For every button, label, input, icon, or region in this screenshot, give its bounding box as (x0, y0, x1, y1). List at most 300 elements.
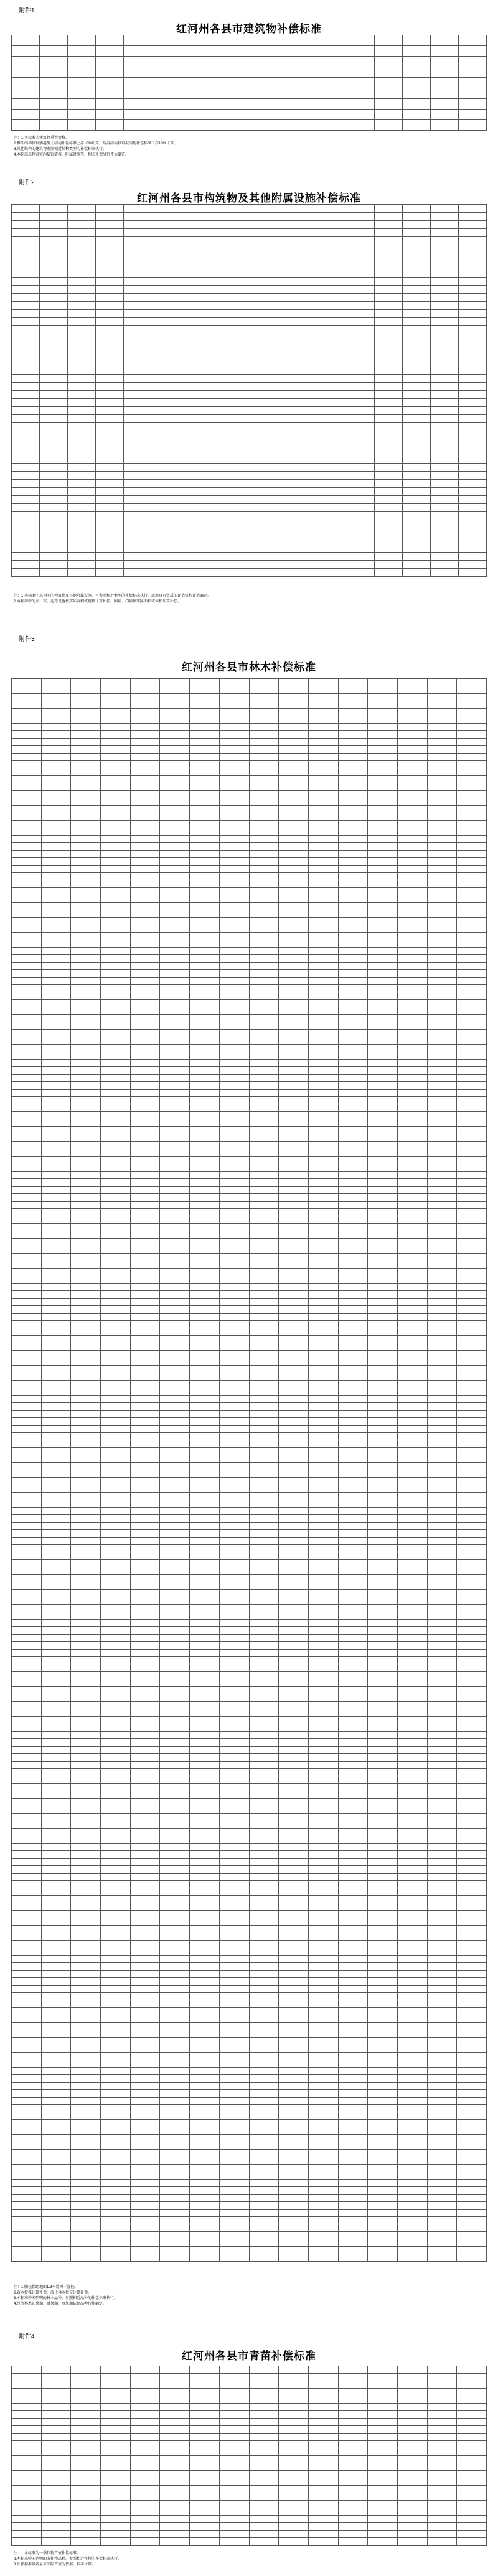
table-cell (235, 399, 263, 407)
table-cell (457, 880, 487, 888)
table-cell (71, 1993, 101, 2000)
table-cell (427, 1164, 457, 1172)
table-cell (130, 2187, 160, 2195)
table-cell (291, 205, 319, 213)
table-cell (12, 1530, 42, 1538)
table-cell (190, 1806, 220, 1814)
table-cell (235, 488, 263, 496)
table-cell (431, 221, 459, 229)
table-cell (67, 496, 95, 504)
table-cell (249, 1388, 279, 1396)
table-cell (291, 310, 319, 318)
table-cell (347, 423, 375, 431)
table-cell (160, 963, 190, 970)
table-row (12, 1224, 487, 1231)
table-cell (249, 1806, 279, 1814)
table-cell (279, 948, 309, 955)
table-cell (41, 2419, 71, 2426)
table-cell (368, 1426, 398, 1433)
table-cell (338, 1769, 368, 1776)
table-cell (160, 1896, 190, 1903)
table-cell (338, 1575, 368, 1582)
table-cell (190, 1060, 220, 1067)
table-cell (427, 1336, 457, 1343)
table-cell (95, 455, 123, 464)
table-cell (219, 1784, 249, 1791)
table-cell (397, 2486, 427, 2493)
table-cell (457, 1306, 487, 1314)
table-cell (338, 1664, 368, 1672)
table-cell (101, 1694, 131, 1702)
table-cell (190, 843, 220, 851)
table-cell (249, 2120, 279, 2127)
table-row (12, 1560, 487, 1567)
table-cell (190, 1933, 220, 1941)
table-cell (123, 35, 151, 46)
table-cell (249, 828, 279, 836)
table-cell (397, 880, 427, 888)
table-cell (375, 205, 403, 213)
table-cell (12, 520, 40, 528)
table-cell (319, 536, 347, 544)
table-cell (368, 858, 398, 866)
table-cell (12, 1284, 42, 1291)
table-cell (427, 1269, 457, 1276)
table-row (12, 2247, 487, 2254)
table-cell (71, 768, 101, 776)
table-cell (160, 1455, 190, 1463)
table-cell (123, 326, 151, 334)
table-cell (160, 768, 190, 776)
table-cell (190, 1941, 220, 1948)
table-cell (308, 1411, 338, 1418)
table-cell (190, 903, 220, 910)
table-cell (457, 791, 487, 798)
table-cell (279, 701, 309, 709)
table-cell (279, 761, 309, 768)
table-cell (130, 1239, 160, 1246)
table-cell (12, 776, 42, 783)
table-cell (279, 1172, 309, 1179)
table-cell (130, 970, 160, 978)
table-cell (12, 310, 40, 318)
table-cell (338, 1037, 368, 1045)
table-cell (219, 858, 249, 866)
table-cell (12, 1060, 42, 1067)
table-cell (431, 229, 459, 237)
table-cell (123, 488, 151, 496)
table-cell (279, 1650, 309, 1657)
table-cell (130, 1261, 160, 1269)
table-cell (279, 2239, 309, 2247)
table-cell (279, 1732, 309, 1739)
table-cell (71, 1358, 101, 1366)
table-cell (71, 2404, 101, 2411)
table-cell (308, 731, 338, 739)
table-cell (190, 1530, 220, 1538)
table-cell (41, 2247, 71, 2254)
table-cell (190, 679, 220, 686)
table-cell (41, 1037, 71, 1045)
table-cell (347, 512, 375, 520)
table-cell (338, 709, 368, 716)
table-cell (457, 1806, 487, 1814)
table-cell (160, 1239, 190, 1246)
table-cell (249, 731, 279, 739)
table-cell (397, 1791, 427, 1799)
table-cell (101, 2135, 131, 2142)
table-cell (219, 880, 249, 888)
table-cell (308, 1157, 338, 1164)
table-cell (12, 2030, 42, 2038)
table-cell (71, 1067, 101, 1075)
table-cell (427, 2142, 457, 2150)
table-cell (368, 1224, 398, 1231)
table-cell (41, 1567, 71, 1575)
table-cell (130, 821, 160, 828)
table-cell (279, 1657, 309, 1664)
table-cell (375, 375, 403, 383)
table-cell (190, 1508, 220, 1515)
table-cell (319, 415, 347, 423)
table-cell (41, 2135, 71, 2142)
table-cell (71, 1060, 101, 1067)
table-cell (101, 1433, 131, 1440)
table-cell (427, 1784, 457, 1791)
table-cell (219, 1754, 249, 1762)
table-cell (375, 496, 403, 504)
table-cell (368, 828, 398, 836)
table-cell (101, 1172, 131, 1179)
table-cell (397, 2441, 427, 2448)
table-cell (338, 1149, 368, 1157)
table-cell (431, 358, 459, 366)
table-cell (368, 1888, 398, 1896)
table-cell (160, 1986, 190, 1993)
table-cell (130, 1314, 160, 1321)
table-cell (427, 1246, 457, 1254)
table-cell (279, 1104, 309, 1112)
table-cell (368, 2516, 398, 2523)
table-cell (397, 2210, 427, 2217)
table-cell (179, 110, 207, 120)
table-cell (308, 1538, 338, 1545)
table-cell (368, 1538, 398, 1545)
table-cell (71, 1784, 101, 1791)
table-cell (130, 1022, 160, 1030)
table-cell (41, 1806, 71, 1814)
table-cell (130, 1209, 160, 1216)
table-cell (368, 1134, 398, 1142)
table-cell (12, 1478, 42, 1485)
table-cell (368, 2426, 398, 2434)
table-cell (130, 746, 160, 754)
table-cell (338, 2150, 368, 2157)
table-cell (101, 754, 131, 761)
table-cell (160, 2187, 190, 2195)
table-cell (319, 110, 347, 120)
table-cell (71, 1045, 101, 1052)
table-cell (308, 948, 338, 955)
table-cell (219, 2195, 249, 2202)
table-cell (347, 294, 375, 302)
table-cell (347, 383, 375, 391)
table-cell (308, 2075, 338, 2083)
table-cell (249, 1941, 279, 1948)
table-cell (160, 1762, 190, 1769)
table-cell (457, 1351, 487, 1358)
table-cell (101, 761, 131, 768)
table-cell (190, 2516, 220, 2523)
table-cell (397, 2463, 427, 2471)
table-row (12, 2068, 487, 2075)
table-cell (41, 2411, 71, 2419)
table-cell (308, 1791, 338, 1799)
table-cell (397, 709, 427, 716)
table-row (12, 858, 487, 866)
table-cell (319, 88, 347, 99)
table-cell (457, 1956, 487, 1963)
table-row (12, 1590, 487, 1597)
table-cell (71, 918, 101, 925)
table-cell (347, 310, 375, 318)
table-row (12, 1836, 487, 1844)
table-cell (219, 1620, 249, 1627)
table-row (12, 496, 487, 504)
table-cell (12, 2045, 42, 2053)
table-cell (160, 1605, 190, 1612)
table-cell (130, 2165, 160, 2172)
table-cell (41, 1866, 71, 1874)
table-cell (160, 1388, 190, 1396)
table-cell (403, 358, 431, 366)
table-cell (459, 536, 487, 544)
table-cell (249, 1343, 279, 1351)
table-cell (12, 1246, 42, 1254)
table-cell (71, 776, 101, 783)
table-cell (397, 2232, 427, 2239)
table-row (12, 2456, 487, 2463)
table-cell (12, 2456, 42, 2463)
table-cell (190, 1963, 220, 1971)
table-cell (219, 1104, 249, 1112)
table-cell (179, 447, 207, 455)
table-cell (219, 2434, 249, 2441)
table-cell (12, 221, 40, 229)
table-cell (375, 342, 403, 350)
table-cell (160, 2015, 190, 2023)
table-cell (235, 423, 263, 431)
table-cell (249, 1627, 279, 1635)
table-cell (338, 2038, 368, 2045)
table-cell (71, 1306, 101, 1314)
table-cell (279, 1903, 309, 1911)
table-cell (338, 1426, 368, 1433)
table-cell (427, 1732, 457, 1739)
table-cell (160, 701, 190, 709)
table-row (12, 2112, 487, 2120)
table-cell (263, 480, 291, 488)
table-cell (397, 754, 427, 761)
table-cell (67, 569, 95, 577)
table-cell (427, 1552, 457, 1560)
table-cell (41, 2501, 71, 2508)
table-cell (459, 407, 487, 415)
table-cell (160, 1314, 190, 1321)
table-cell (397, 2105, 427, 2112)
table-cell (249, 2508, 279, 2516)
table-cell (41, 2060, 71, 2068)
table-cell (12, 286, 40, 294)
table-cell (41, 1246, 71, 1254)
table-cell (249, 2374, 279, 2381)
table-cell (347, 205, 375, 213)
table-cell (249, 1164, 279, 1172)
table-cell (375, 439, 403, 447)
table-cell (319, 472, 347, 480)
table-cell (457, 1784, 487, 1791)
table-cell (160, 1672, 190, 1679)
table-cell (375, 447, 403, 455)
table-cell (190, 1500, 220, 1508)
table-cell (190, 2068, 220, 2075)
table-cell (308, 1478, 338, 1485)
table-cell (101, 1045, 131, 1052)
table-cell (347, 221, 375, 229)
table-cell (397, 1336, 427, 1343)
table-cell (67, 528, 95, 536)
table-cell (368, 761, 398, 768)
table-cell (71, 1426, 101, 1433)
table-cell (319, 391, 347, 399)
table-cell (249, 761, 279, 768)
table-cell (279, 2448, 309, 2456)
table-row (12, 1194, 487, 1202)
table-cell (427, 1933, 457, 1941)
table-row (12, 447, 487, 455)
table-cell (427, 970, 457, 978)
table-cell (397, 918, 427, 925)
table-cell (319, 553, 347, 561)
table-cell (12, 1418, 42, 1426)
table-cell (71, 754, 101, 761)
table-cell (101, 1246, 131, 1254)
table-cell (160, 2404, 190, 2411)
table-cell (160, 1022, 190, 1030)
table-cell (459, 504, 487, 512)
table-cell (279, 1187, 309, 1194)
table-cell (190, 1022, 220, 1030)
table-cell (338, 1216, 368, 1224)
table-cell (347, 278, 375, 286)
table-cell (101, 2120, 131, 2127)
table-cell (12, 2478, 42, 2486)
table-cell (219, 2165, 249, 2172)
table-cell (457, 1194, 487, 1202)
table-cell (41, 895, 71, 903)
table-cell (338, 1209, 368, 1216)
table-cell (338, 1709, 368, 1717)
table-cell (279, 1231, 309, 1239)
table-cell (101, 1903, 131, 1911)
table-cell (41, 1679, 71, 1687)
table-cell (190, 1209, 220, 1216)
table-cell (130, 1426, 160, 1433)
table-cell (427, 1314, 457, 1321)
table-cell (190, 1948, 220, 1956)
table-cell (457, 1963, 487, 1971)
table-cell (95, 423, 123, 431)
table-cell (338, 873, 368, 880)
table-cell (12, 2381, 42, 2389)
table-cell (338, 2068, 368, 2075)
table-cell (397, 992, 427, 1000)
table-cell (457, 1411, 487, 1418)
table-cell (368, 1418, 398, 1426)
table-cell (190, 2523, 220, 2531)
table-cell (279, 1418, 309, 1426)
table-cell (235, 544, 263, 553)
table-cell (427, 2486, 457, 2493)
table-cell (71, 970, 101, 978)
table-cell (219, 948, 249, 955)
table-cell (338, 1112, 368, 1119)
table-cell (101, 1948, 131, 1956)
table-cell (190, 2434, 220, 2441)
table-cell (368, 1433, 398, 1440)
table-cell (12, 873, 42, 880)
table-cell (219, 836, 249, 843)
table-cell (427, 1254, 457, 1261)
table-cell (207, 78, 235, 88)
table-cell (41, 2195, 71, 2202)
table-cell (397, 1052, 427, 1060)
table-cell (308, 1328, 338, 1336)
table-cell (279, 2165, 309, 2172)
table-cell (263, 391, 291, 399)
table-cell (279, 1224, 309, 1231)
table-cell (71, 798, 101, 806)
table-cell (160, 1747, 190, 1754)
table-cell (308, 1956, 338, 1963)
table-cell (338, 1269, 368, 1276)
table-cell (101, 1254, 131, 1261)
annex-label-3: 附件3 (19, 636, 35, 643)
table-cell (160, 1418, 190, 1426)
table-cell (338, 1918, 368, 1926)
table-cell (427, 843, 457, 851)
table-cell (338, 1224, 368, 1231)
table-row (12, 1567, 487, 1575)
table-cell (338, 1866, 368, 1874)
table-cell (190, 1582, 220, 1590)
table-cell (151, 110, 179, 120)
table-cell (397, 2112, 427, 2120)
table-cell (71, 1440, 101, 1448)
table-cell (130, 1567, 160, 1575)
table-cell (190, 1881, 220, 1888)
table-cell (397, 1612, 427, 1620)
table-cell (249, 1874, 279, 1881)
table-cell (427, 1627, 457, 1635)
table-cell (219, 1403, 249, 1411)
table-cell (338, 1784, 368, 1791)
table-cell (41, 694, 71, 701)
table-cell (71, 746, 101, 754)
table-cell (190, 813, 220, 821)
table-row (12, 2105, 487, 2112)
table-cell (190, 866, 220, 873)
